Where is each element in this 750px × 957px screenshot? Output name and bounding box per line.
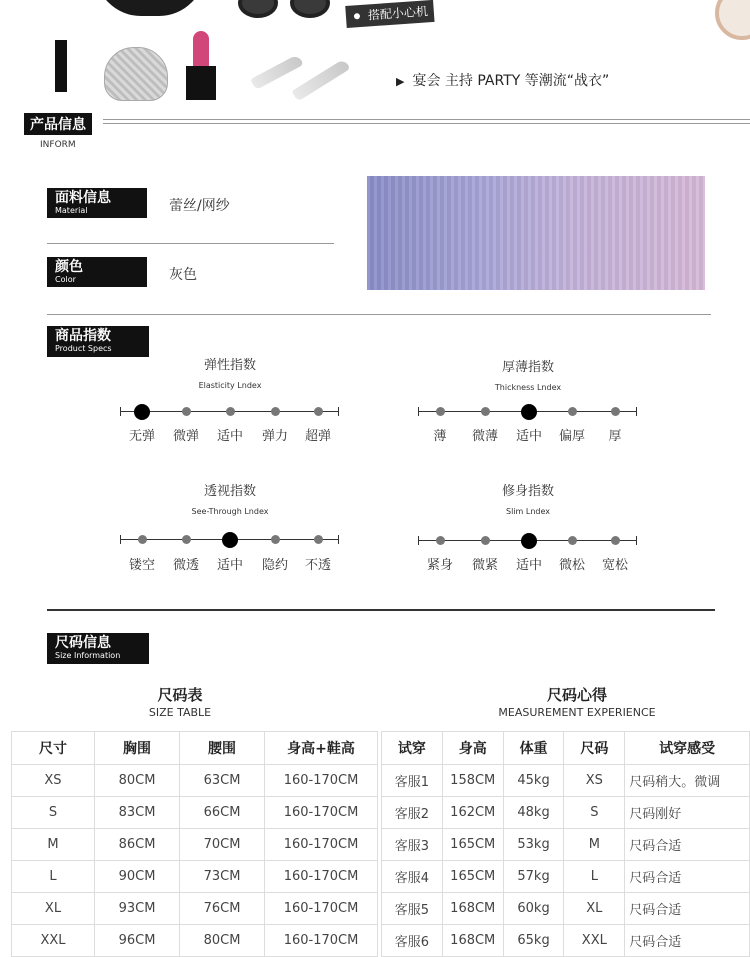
table-cell: 客服6 xyxy=(382,925,443,957)
table-row xyxy=(12,797,378,829)
table-cell: M xyxy=(12,829,95,861)
fabric-value: 蕾丝/网纱 xyxy=(169,198,230,214)
scale-option-label: 微薄 xyxy=(471,429,498,444)
fabric-photo xyxy=(367,176,705,290)
play-triangle-icon: ▶ xyxy=(396,75,405,88)
table-row xyxy=(382,893,750,925)
table-cell: M xyxy=(564,829,625,861)
scale-option-label: 无弹 xyxy=(128,429,155,444)
column-header: 试穿感受 xyxy=(625,732,750,765)
table-cell: 162CM xyxy=(442,797,503,829)
table-cell: 165CM xyxy=(442,829,503,861)
scale-dot-selected xyxy=(134,404,150,420)
product-info-header xyxy=(24,113,92,150)
scale-dot xyxy=(481,536,490,545)
table-cell: 尺码合适 xyxy=(625,893,750,925)
fabric-divider xyxy=(47,243,334,244)
scale-tick xyxy=(636,407,637,416)
experience-table-title: 尺码心得 xyxy=(546,686,607,704)
table-cell: XS xyxy=(564,765,625,797)
table-cell: 客服5 xyxy=(382,893,443,925)
lipstick-tip xyxy=(193,31,209,69)
scale-dot xyxy=(314,535,323,544)
table-cell: 45kg xyxy=(503,765,564,797)
table-row xyxy=(12,765,378,797)
heel-shoe-image xyxy=(250,54,303,90)
experience-table xyxy=(381,731,750,957)
scale-tick xyxy=(120,407,121,416)
table-cell: 158CM xyxy=(442,765,503,797)
table-cell: 客服3 xyxy=(382,829,443,861)
specs-label xyxy=(47,326,149,357)
table-cell: L xyxy=(12,861,95,893)
scale-dot xyxy=(436,407,445,416)
table-cell: S xyxy=(564,797,625,829)
table-cell: 165CM xyxy=(442,861,503,893)
product-info-title: 产品信息 xyxy=(24,113,92,135)
scale-dot xyxy=(436,536,445,545)
table-cell: XL xyxy=(12,893,95,925)
table-row xyxy=(12,893,378,925)
column-header: 尺码 xyxy=(564,732,625,765)
scale-option-label: 适中 xyxy=(216,558,243,573)
scale-option-label: 薄 xyxy=(433,429,447,444)
table-row xyxy=(12,925,378,957)
scale-option-label: 隐约 xyxy=(261,558,288,573)
column-header: 试穿 xyxy=(382,732,443,765)
table-cell: 90CM xyxy=(95,861,180,893)
scale-dot xyxy=(182,535,191,544)
scale-dot xyxy=(611,536,620,545)
table-cell: 尺码合适 xyxy=(625,829,750,861)
scale-title: 透视指数 xyxy=(203,484,256,499)
specs-label-en: Product Specs xyxy=(55,344,112,353)
scale-tick xyxy=(120,535,121,544)
column-header: 身高 xyxy=(442,732,503,765)
scale-subtitle: Slim Lndex xyxy=(506,507,550,516)
size-table xyxy=(11,731,378,957)
scale-option-label: 弹力 xyxy=(261,429,288,444)
info-divider xyxy=(47,314,711,315)
table-row xyxy=(12,829,378,861)
experience-table-subtitle: MEASUREMENT EXPERIENCE xyxy=(498,706,656,719)
scale-option-label: 微透 xyxy=(172,558,199,573)
size-table-subtitle: SIZE TABLE xyxy=(148,706,212,719)
table-cell: 客服4 xyxy=(382,861,443,893)
makeup-brush-image xyxy=(55,40,67,92)
table-cell: 160-170CM xyxy=(265,797,378,829)
scale-dot-selected xyxy=(521,404,537,420)
sunglasses-lens-right xyxy=(290,0,330,18)
table-cell: 168CM xyxy=(442,925,503,957)
table-cell: 80CM xyxy=(180,925,265,957)
table-cell: 57kg xyxy=(503,861,564,893)
table-cell: 80CM xyxy=(95,765,180,797)
table-cell: 尺码合适 xyxy=(625,861,750,893)
hat-image xyxy=(95,0,205,16)
scale-dot xyxy=(138,535,147,544)
color-value: 灰色 xyxy=(169,267,197,283)
table-cell: 66CM xyxy=(180,797,265,829)
table-cell: XXL xyxy=(12,925,95,957)
table-cell: 83CM xyxy=(95,797,180,829)
table-row xyxy=(382,925,750,957)
specs-label-cn: 商品指数 xyxy=(55,328,111,344)
scale-dot xyxy=(568,407,577,416)
section-divider xyxy=(103,119,750,124)
scale-dot xyxy=(568,536,577,545)
table-cell: 93CM xyxy=(95,893,180,925)
specs-divider xyxy=(47,609,715,611)
occasion-line xyxy=(396,70,609,90)
table-cell: 客服2 xyxy=(382,797,443,829)
scale-option-label: 紧身 xyxy=(426,558,453,573)
color-label-cn: 颜色 xyxy=(55,259,83,275)
scale-dot xyxy=(182,407,191,416)
scale-dot xyxy=(481,407,490,416)
table-cell: 160-170CM xyxy=(265,861,378,893)
styling-tag: 搭配小心机 xyxy=(345,0,434,28)
table-cell: XL xyxy=(564,893,625,925)
scale-title: 修身指数 xyxy=(501,484,554,499)
scale-dot xyxy=(271,407,280,416)
sunglasses-lens-left xyxy=(238,0,278,18)
fabric-label-en: Material xyxy=(55,206,88,215)
scale-dot xyxy=(226,407,235,416)
scale-title: 厚薄指数 xyxy=(501,360,554,375)
scale-option-label: 不透 xyxy=(304,558,331,573)
scale-option-label: 微松 xyxy=(558,558,585,573)
product-info-subtitle: INFORM xyxy=(40,140,76,150)
table-cell: 48kg xyxy=(503,797,564,829)
compact-mirror-image xyxy=(715,0,750,40)
table-cell: 160-170CM xyxy=(265,765,378,797)
scale-option-label: 微弹 xyxy=(172,429,199,444)
table-cell: 客服1 xyxy=(382,765,443,797)
scale-tick xyxy=(418,407,419,416)
table-cell: 尺码合适 xyxy=(625,925,750,957)
occasion-text: 宴会 主持 PARTY 等潮流“战衣” xyxy=(412,73,610,89)
size-info-label xyxy=(47,633,149,664)
scale-tick xyxy=(338,535,339,544)
scale-option-label: 宽松 xyxy=(601,558,628,573)
fabric-label-cn: 面料信息 xyxy=(55,190,111,206)
color-label xyxy=(47,257,147,287)
fabric-label xyxy=(47,188,147,218)
scale-option-label: 偏厚 xyxy=(558,429,585,444)
table-cell: XXL xyxy=(564,925,625,957)
scale-option-label: 超弹 xyxy=(304,429,331,444)
table-cell: 53kg xyxy=(503,829,564,861)
column-header: 腰围 xyxy=(180,732,265,765)
table-cell: 65kg xyxy=(503,925,564,957)
table-cell: 160-170CM xyxy=(265,893,378,925)
scale-option-label: 适中 xyxy=(515,429,542,444)
table-header-row xyxy=(382,732,750,765)
lipstick-image xyxy=(186,66,216,100)
scale-dot xyxy=(611,407,620,416)
table-cell: XS xyxy=(12,765,95,797)
scale-dot xyxy=(314,407,323,416)
scale-option-label: 厚 xyxy=(608,429,622,444)
scale-tick xyxy=(338,407,339,416)
scale-title: 弹性指数 xyxy=(203,358,256,373)
table-cell: 160-170CM xyxy=(265,829,378,861)
size-info-label-en: Size Information xyxy=(55,651,121,660)
table-row xyxy=(382,797,750,829)
table-cell: 尺码刚好 xyxy=(625,797,750,829)
scale-option-label: 微紧 xyxy=(471,558,498,573)
table-cell: 60kg xyxy=(503,893,564,925)
scale-dot-selected xyxy=(222,532,238,548)
table-cell: 160-170CM xyxy=(265,925,378,957)
column-header: 身高+鞋高 xyxy=(265,732,378,765)
table-header-row xyxy=(12,732,378,765)
scale-tick xyxy=(636,536,637,545)
scale-subtitle: Thickness Lndex xyxy=(494,383,562,392)
scale-subtitle: Elasticity Lndex xyxy=(198,381,262,390)
column-header: 体重 xyxy=(503,732,564,765)
table-row xyxy=(12,861,378,893)
table-cell: 96CM xyxy=(95,925,180,957)
column-header: 尺寸 xyxy=(12,732,95,765)
scale-dot-selected xyxy=(521,533,537,549)
scale-option-label: 适中 xyxy=(216,429,243,444)
table-cell: 76CM xyxy=(180,893,265,925)
scale-subtitle: See-Through Lndex xyxy=(191,507,269,516)
table-row xyxy=(382,861,750,893)
size-info-label-cn: 尺码信息 xyxy=(55,635,111,651)
table-cell: 尺码稍大。微调 xyxy=(625,765,750,797)
table-cell: 86CM xyxy=(95,829,180,861)
column-header: 胸围 xyxy=(95,732,180,765)
table-cell: 73CM xyxy=(180,861,265,893)
color-label-en: Color xyxy=(55,275,76,284)
scale-option-label: 镂空 xyxy=(128,558,155,573)
size-table-title: 尺码表 xyxy=(157,686,203,704)
clutch-bag-image xyxy=(104,47,168,101)
table-cell: L xyxy=(564,861,625,893)
table-row xyxy=(382,765,750,797)
scale-tick xyxy=(418,536,419,545)
table-cell: 168CM xyxy=(442,893,503,925)
table-cell: S xyxy=(12,797,95,829)
scale-dot xyxy=(271,535,280,544)
table-row xyxy=(382,829,750,861)
table-cell: 63CM xyxy=(180,765,265,797)
scale-option-label: 适中 xyxy=(515,558,542,573)
table-cell: 70CM xyxy=(180,829,265,861)
